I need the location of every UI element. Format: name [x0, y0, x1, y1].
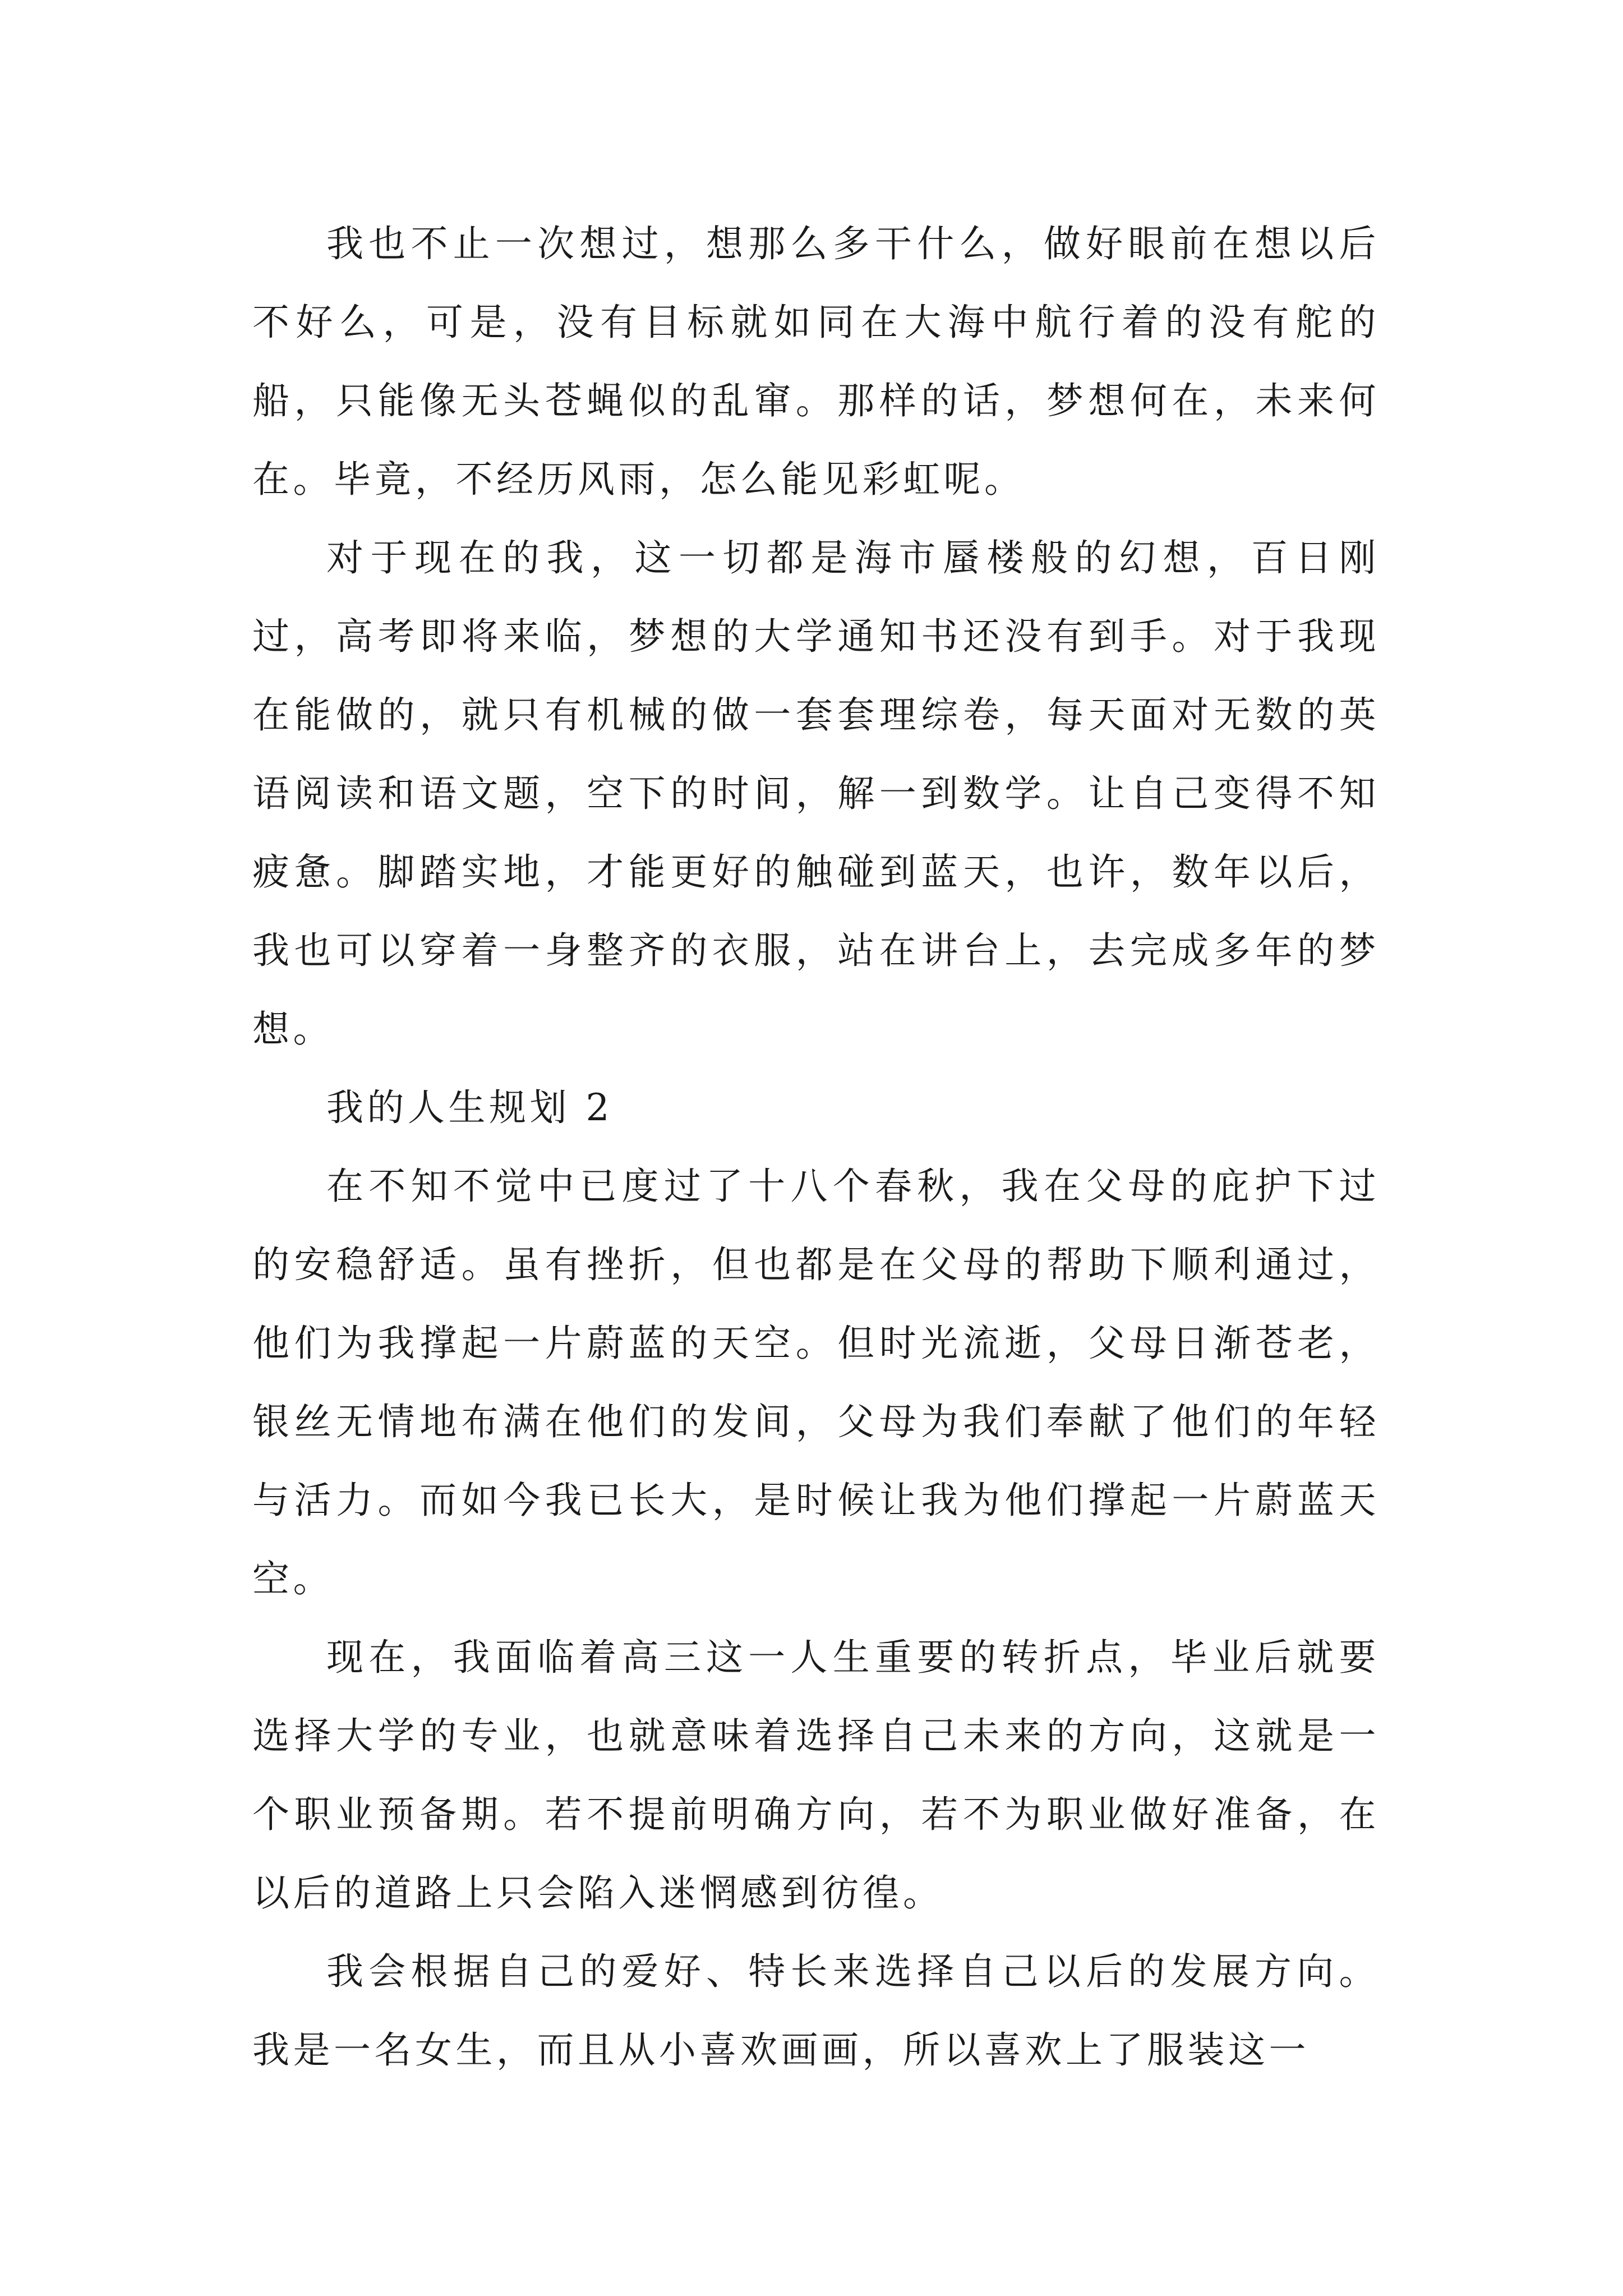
- section-heading: 我的人生规划 2: [326, 1086, 613, 1129]
- paragraph: 我也不止一次想过，想那么多干什么，做好眼前在想以后不好么，可是，没有目标就如同在大海中航行着的没有舵的船，只能像无头苍蝇似的乱窜。那样的话，梦想何在，未来何在。毕竟，不经历风雨，怎么能见彩虹呢。: [252, 222, 1380, 501]
- paragraph: 对于现在的我，这一切都是海市蜃楼般的幻想，百日刚过，高考即将来临，梦想的大学通知书还没有到手。对于我现在能做的，就只有机械的做一套套理综卷，每天面对无数的英语阅读和语文题，空下的时间，解一到数学。让自己变得不知疲惫。脚踏实地，才能更好的触碰到蓝天，也许，数年以后，我也可以穿着一身整齐的衣服，站在讲台上，去完成多年的梦想。: [252, 536, 1380, 1051]
- paragraph: 在不知不觉中已度过了十八个春秋，我在父母的庇护下过的安稳舒适。虽有挫折，但也都是在父母的帮助下顺利通过，他们为我撑起一片蔚蓝的天空。但时光流逝，父母日渐苍老，银丝无情地布满在他们的发间，父母为我们奉献了他们的年轻与活力。而如今我已长大，是时候让我为他们撑起一片蔚蓝天空。: [252, 1165, 1380, 1600]
- document-page: [252, 205, 1380, 2090]
- paragraph: 我会根据自己的爱好、特长来选择自己以后的发展方向。我是一名女生，而且从小喜欢画画，所以喜欢上了服装这一: [252, 1950, 1380, 2072]
- paragraph: 现在，我面临着高三这一人生重要的转折点，毕业后就要选择大学的专业，也就意味着选择自己未来的方向，这就是一个职业预备期。若不提前明确方向，若不为职业做好准备，在以后的道路上只会陷入迷惘感到彷徨。: [252, 1636, 1380, 1915]
